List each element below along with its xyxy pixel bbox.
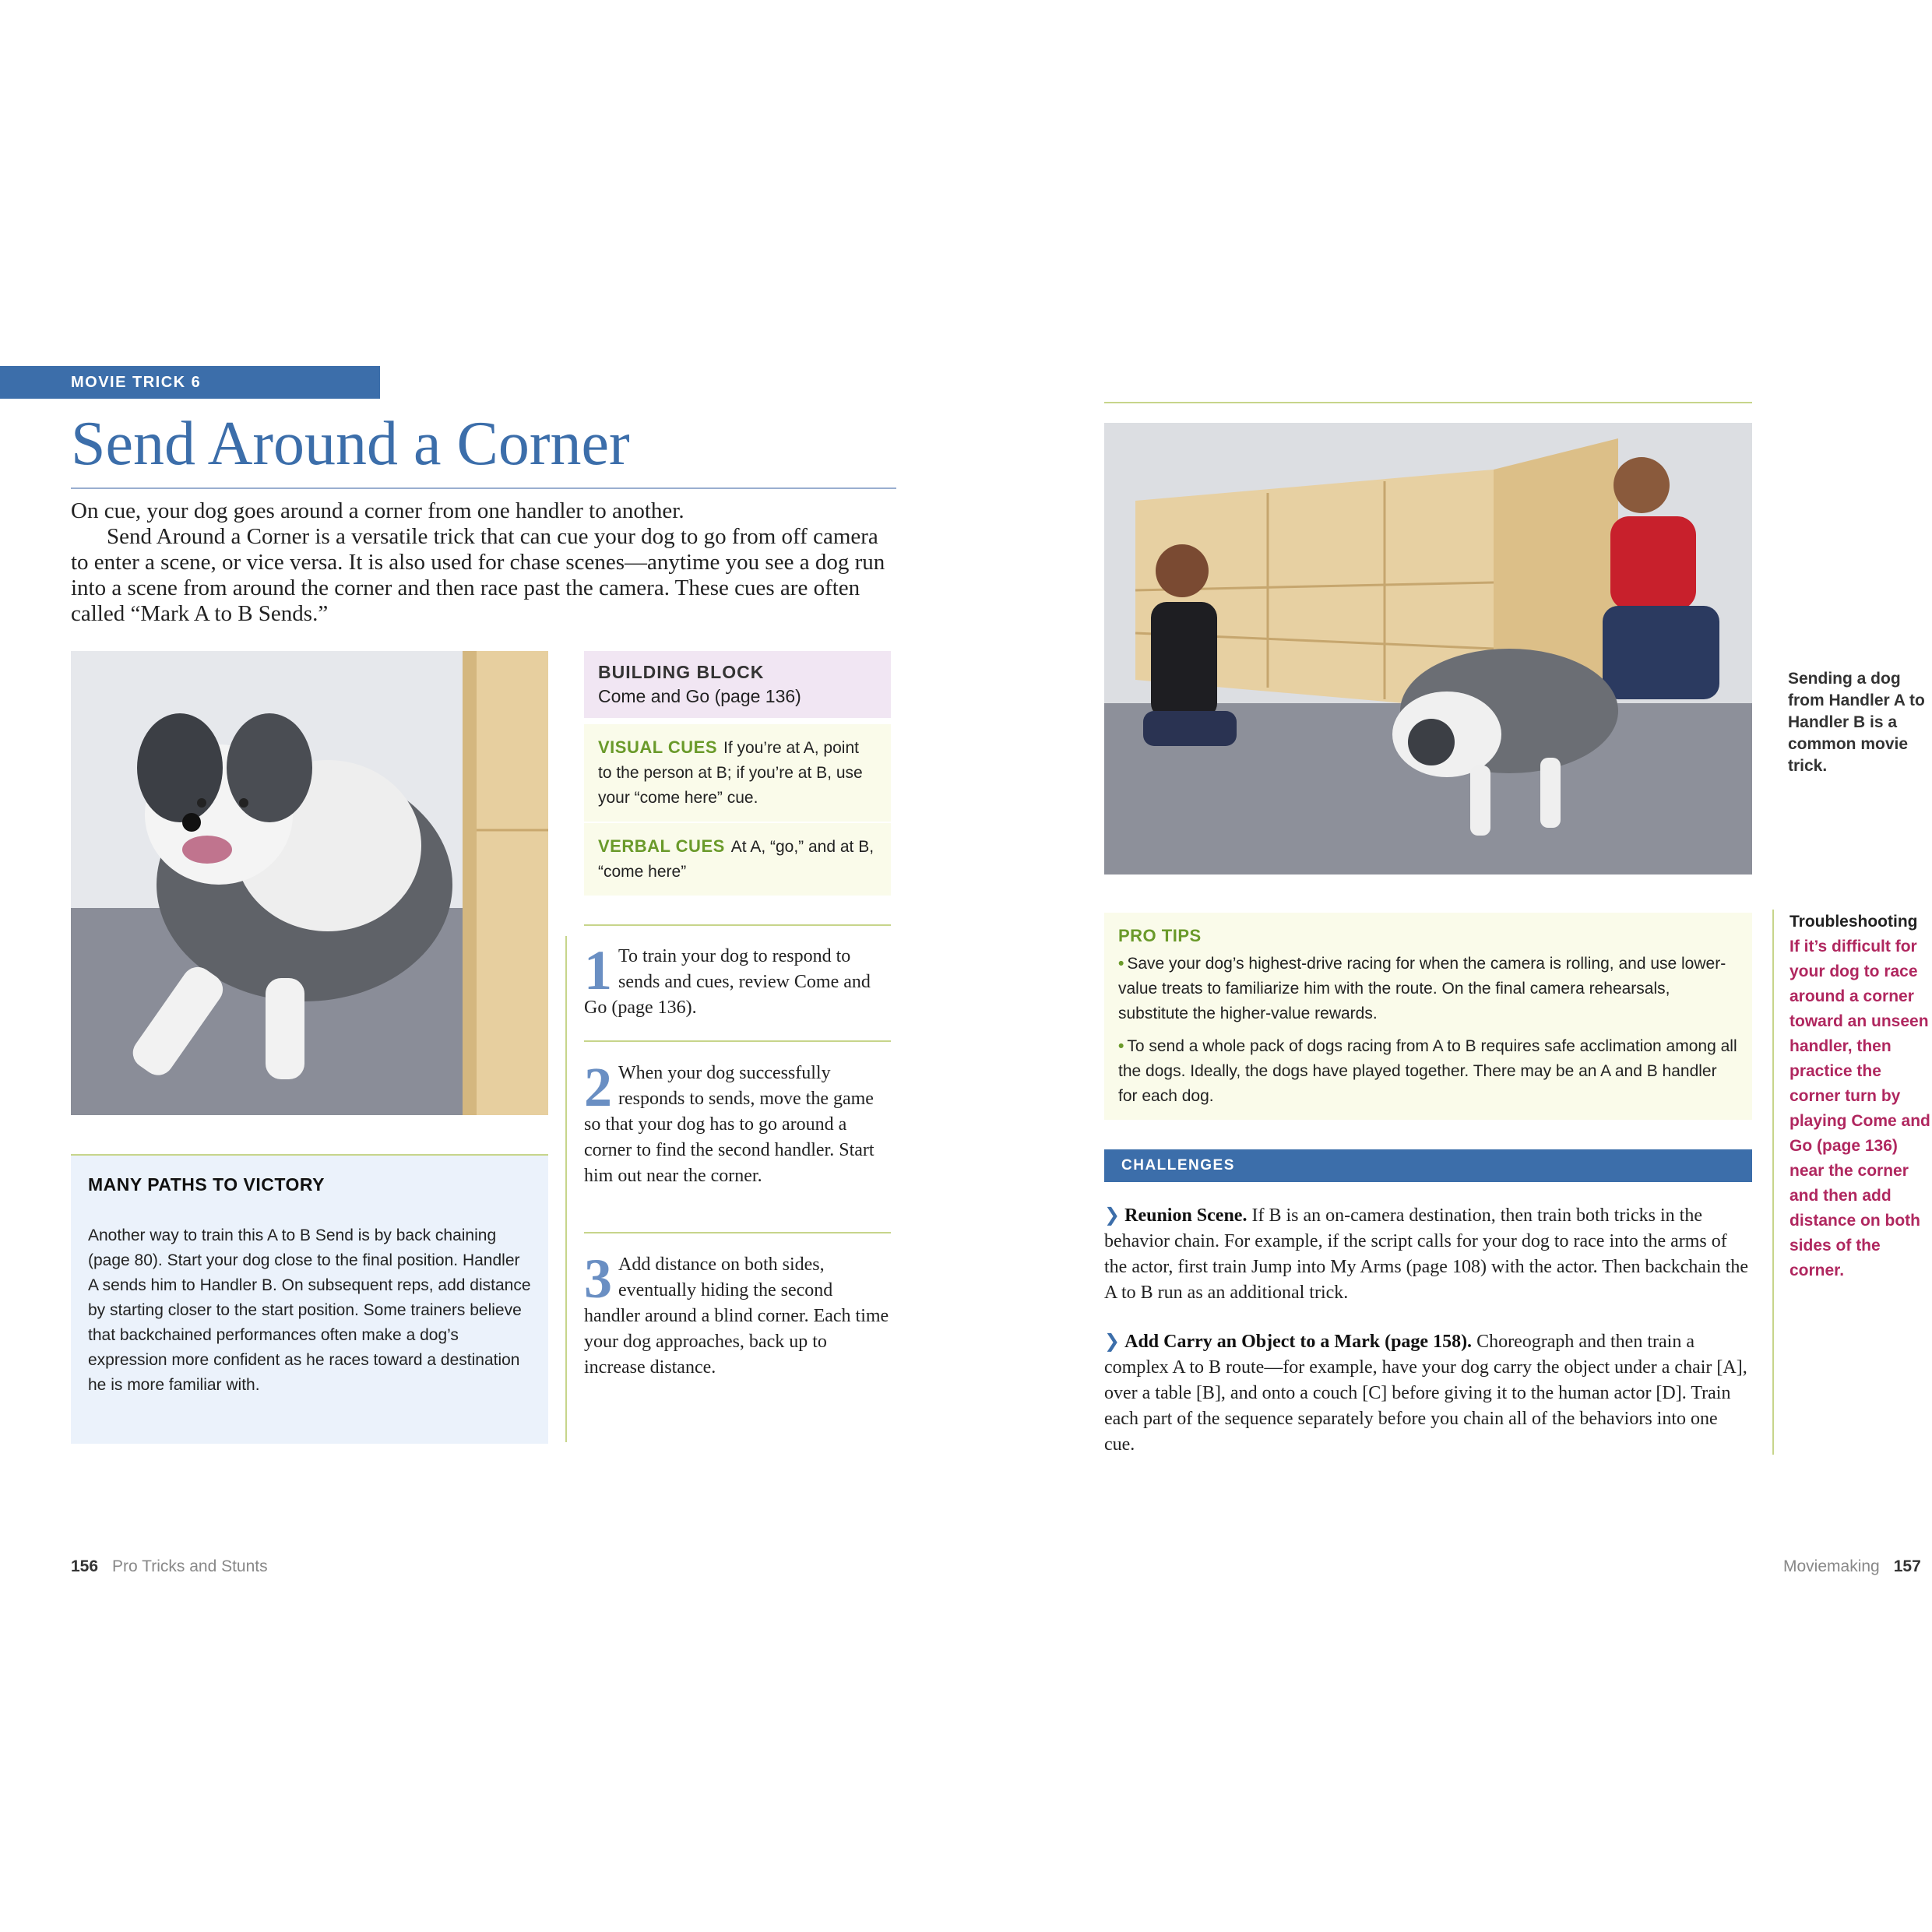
- pro-tip-text: Save your dog’s highest-drive racing for when the camera is rolling, and use lower-value treats to familiarize him with the route. On the final camera rehearsals, substitute the higher-value rewards.: [1118, 955, 1726, 1022]
- handlers-dog-illustration: [1104, 423, 1752, 875]
- challenge-title: Reunion Scene.: [1124, 1205, 1248, 1226]
- pro-tips-heading: PRO TIPS: [1118, 926, 1202, 945]
- challenge-title: Add Carry an Object to a Mark (page 158).: [1124, 1332, 1473, 1352]
- step-3: [584, 1248, 891, 1381]
- building-block-box: [584, 651, 891, 718]
- footer-left: [71, 1557, 268, 1576]
- verbal-cues-heading: VERBAL CUES: [598, 836, 725, 856]
- chevron-right-icon: ❯: [1104, 1330, 1121, 1352]
- pro-tip-text: To send a whole pack of dogs racing from A to B requires safe acclimation among all the dogs. Ideally, the dogs have played together. There may be an A and B handler for each dog.: [1118, 1037, 1737, 1105]
- step-number: 3: [584, 1248, 612, 1310]
- step-2: [584, 1056, 891, 1189]
- bullet-icon: •: [1118, 1037, 1124, 1055]
- many-paths-heading: MANY PATHS TO VICTORY: [88, 1174, 325, 1195]
- step-divider: [584, 1232, 891, 1233]
- step-1: [584, 939, 891, 1021]
- section-name: Moviemaking: [1783, 1557, 1880, 1575]
- challenge-text: Choreograph and then train a complex A to B route—for example, have your dog carry the object under a chair [A], over a table [B], and onto a couch [C] before giving it to the human actor [D]. Train each part of the sequence separately before you chain all of the behaviors into one cue.: [1104, 1332, 1747, 1455]
- troubleshooting-vertical-rule: [1772, 910, 1774, 1455]
- step-text: When your dog successfully responds to sends, move the game so that your dog has to go around a corner to find the second handler. Start him out near the corner.: [584, 1063, 875, 1186]
- photo-caption: Sending a dog from Handler A to Handler B is a common movie trick.: [1788, 670, 1925, 775]
- handlers-dog-photo: [1104, 423, 1752, 875]
- building-block-text: Come and Go (page 136): [598, 686, 801, 706]
- step-number: 1: [584, 939, 612, 1001]
- step-text: Add distance on both sides, eventually hiding the second handler around a blind corner. Each time your dog approaches, back up to increase distance.: [584, 1255, 889, 1378]
- challenge-item: [1104, 1328, 1752, 1458]
- troubleshooting-text: If it’s difficult for your dog to race around a corner toward an unseen handler, then practice the corner turn by playing Come and Go (page 136) near the corner and then add distance on both sides of the corner.: [1789, 938, 1930, 1279]
- intro-text: [71, 498, 889, 627]
- pro-tip-item: [1118, 952, 1738, 1026]
- many-paths-sidebar: [71, 1154, 548, 1444]
- page-title: Send Around a Corner: [71, 405, 896, 489]
- dog-corner-photo: [71, 651, 548, 1115]
- many-paths-text: Another way to train this A to B Send is by back chaining (page 80). Start your dog close to the final position. Handler A sends him to Handler B. On subsequent reps, add distance by starting closer to the start position. Some trainers believe that backchained performances often make a dog’s expression more confident as he races toward a destination he is more familiar with.: [88, 1226, 531, 1394]
- movie-trick-tag: MOVIE TRICK 6: [0, 366, 380, 399]
- page-number: 156: [71, 1557, 99, 1575]
- footer-right: [1783, 1557, 1921, 1576]
- section-name: Pro Tricks and Stunts: [112, 1557, 268, 1575]
- step-number: 2: [584, 1056, 612, 1118]
- chevron-right-icon: ❯: [1104, 1204, 1121, 1226]
- verbal-cues-text: At A, “go,” and at B, “come here”: [598, 838, 875, 881]
- pro-tips-box: [1104, 913, 1752, 1120]
- visual-cues-box: [584, 724, 891, 822]
- challenge-text: If B is an on-camera destination, then train both tricks in the behavior chain. For example, if the script calls for your dog to race into the arms of the actor, first train Jump into My Arms (page 108) with the actor. Then backchain the A to B run as an additional trick.: [1104, 1205, 1749, 1303]
- troubleshooting-sidebar: [1789, 910, 1932, 1283]
- visual-cues-text: If you’re at A, point to the person at B; if you’re at B, use your “come here” cue.: [598, 739, 863, 807]
- challenge-item: [1104, 1202, 1752, 1306]
- steps-vertical-rule: [565, 936, 567, 1442]
- visual-cues-heading: VISUAL CUES: [598, 737, 718, 757]
- steps-top-rule: [584, 924, 891, 926]
- intro-lead: On cue, your dog goes around a corner from one handler to another.: [71, 498, 684, 523]
- building-block-heading: BUILDING BLOCK: [598, 662, 765, 682]
- bullet-icon: •: [1118, 955, 1124, 973]
- page-number: 157: [1893, 1557, 1921, 1575]
- verbal-cues-box: [584, 823, 891, 896]
- dog-corner-illustration: [71, 651, 548, 1115]
- intro-body: Send Around a Corner is a versatile trick that can cue your dog to go from off camera to enter a scene, or vice versa. It is also used for chase scenes—anytime you see a dog run into a scene from around the corner and then race past the camera. These cues are often called “Mark A to B Sends.”: [71, 524, 885, 626]
- step-divider: [584, 1040, 891, 1042]
- troubleshooting-heading: Troubleshooting: [1789, 913, 1918, 931]
- challenges-heading-bar: CHALLENGES: [1104, 1149, 1752, 1182]
- step-text: To train your dog to respond to sends and cues, review Come and Go (page 136).: [584, 946, 871, 1018]
- pro-tip-item: [1118, 1034, 1738, 1109]
- photo-top-rule: [1104, 402, 1752, 403]
